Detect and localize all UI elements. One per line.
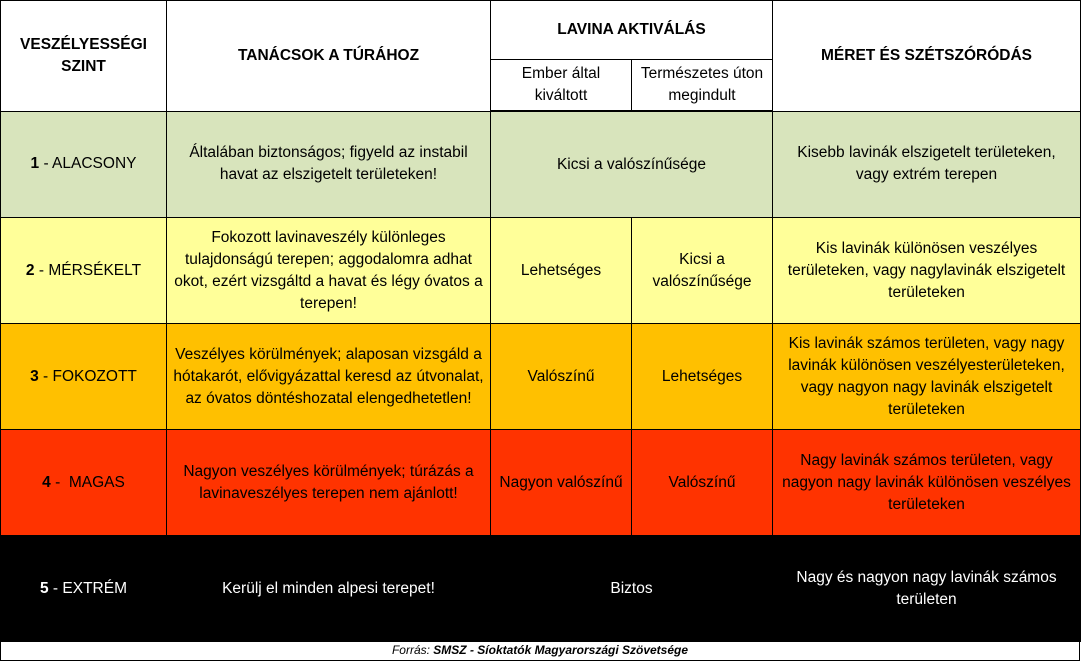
size-cell: Nagy lavinák számos területen, vagy nagyon nagy lavinák különösen veszélyes területeken [773,430,1081,536]
header-human-triggered: Ember által kiváltott [491,60,632,112]
level-label [1,430,167,536]
source-name: SMSZ - Síoktatók Magyarországi Szövetsége [433,643,689,657]
source-footer [0,641,1080,661]
level-label [1,111,167,218]
activation-cell: Kicsi a valószínűsége [491,111,773,218]
level-row-2 [1,218,1081,324]
size-cell: Kisebb lavinák elszigetelt területeken, vagy extrém terepen [773,111,1081,218]
natural-release-cell: Kicsi a valószínűsége [632,218,773,324]
activation-cell: Biztos [491,536,773,642]
level-label [1,324,167,430]
size-cell: Nagy és nagyon nagy lavinák számos területen [773,536,1081,642]
header-natural-release: Természetes úton megindult [632,60,773,112]
advice-cell: Veszélyes körülmények; alaposan vizsgáld a hótakarót, elővigyázattal keresd az útvonalat, az óvatos döntéshozatal elengedhetetlen! [167,324,491,430]
level-name: - MÉRSÉKELT [34,261,142,279]
size-cell: Kis lavinák számos területen, vagy nagy lavinák különösen veszélyesterületeken, vagy nagyon nagy lavinák elszigetelt területeken [773,324,1081,430]
level-number: 5 [40,579,49,597]
level-name: - MAGAS [50,473,125,491]
size-cell: Kis lavinák különösen veszélyes területeken, vagy nagylavinák elszigetelt területeken [773,218,1081,324]
advice-cell: Fokozott lavinaveszély különleges tulajdonságú terepen; aggodalomra adhat okot, ezért vizsgáltd a havat és légy óvatos a terepen! [167,218,491,324]
level-row-4 [1,430,1081,536]
level-row-5 [1,536,1081,642]
level-number: 3 [30,367,39,385]
level-row-3 [1,324,1081,430]
level-number: 2 [25,261,35,279]
human-triggered-cell: Nagyon valószínű [491,430,632,536]
level-name: - ALACSONY [39,155,137,173]
natural-release-cell: Lehetséges [632,324,773,430]
level-name: - FOKOZOTT [38,367,137,385]
advice-cell: Nagyon veszélyes körülmények; túrázás a lavinaveszélyes terepen nem ajánlott! [167,430,491,536]
header-avalanche-activation: LAVINA AKTIVÁLÁS [491,1,773,60]
advice-cell: Kerülj el minden alpesi terepet! [167,536,491,642]
level-label [1,536,167,642]
source-prefix: Forrás: [391,643,434,657]
human-triggered-cell: Valószínű [491,324,632,430]
level-number: 4 [42,473,51,491]
header-size-distribution: MÉRET ÉS SZÉTSZÓRÓDÁS [773,1,1081,112]
level-name: - EXTRÉM [48,579,127,597]
header-advice: TANÁCSOK A TÚRÁHOZ [167,1,491,112]
human-triggered-cell: Lehetséges [491,218,632,324]
level-label [1,218,167,324]
level-number: 1 [30,155,40,173]
header-danger-level: VESZÉLYESSÉGI SZINT [1,1,167,112]
level-row-1 [1,111,1081,218]
advice-cell: Általában biztonságos; figyeld az instabil havat az elszigetelt területeken! [167,111,491,218]
natural-release-cell: Valószínű [632,430,773,536]
